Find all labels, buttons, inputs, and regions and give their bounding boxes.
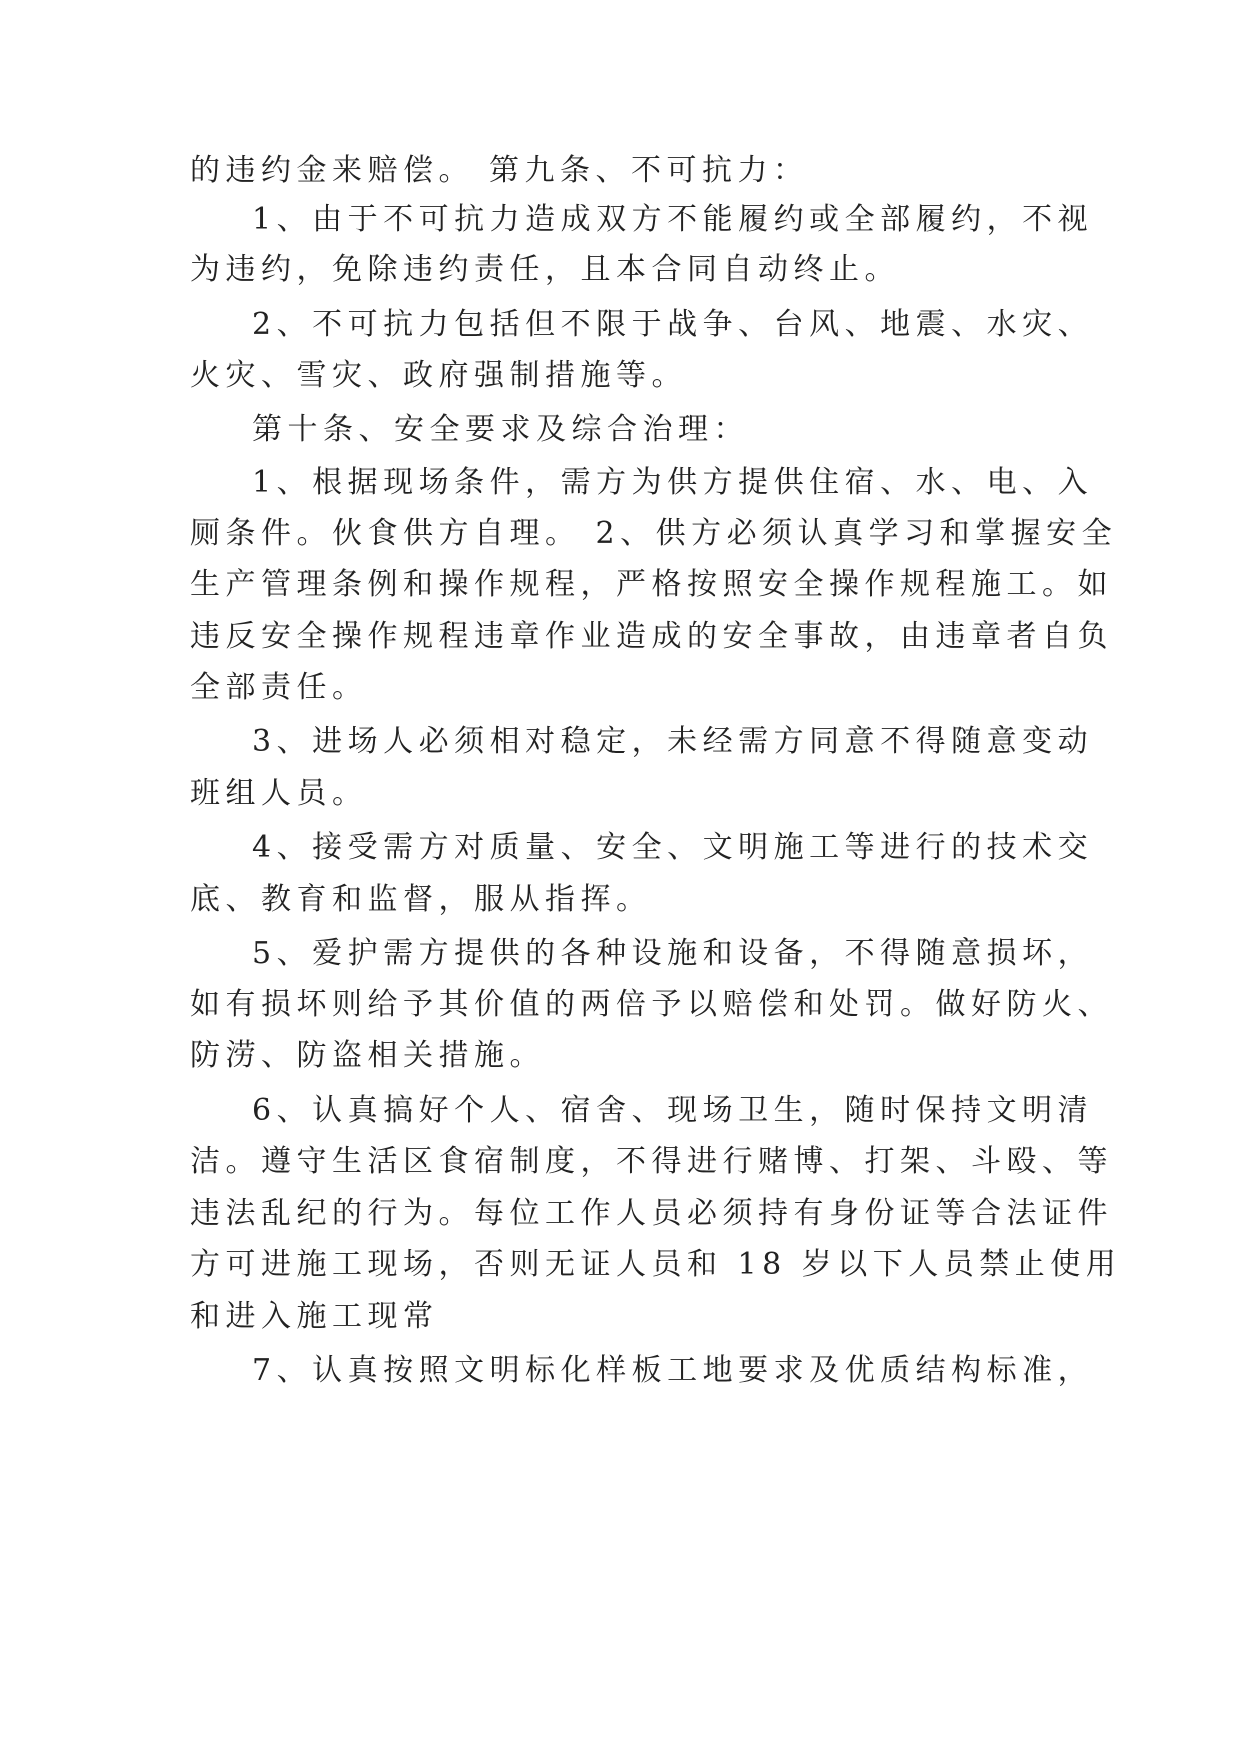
text-line: 和进入施工现常: [190, 1299, 439, 1334]
text-line: 全部责任。: [190, 670, 368, 705]
text-line: 1、根据现场条件，需方为供方提供住宿、水、电、入: [252, 465, 1094, 500]
text-line: 违反安全操作规程违章作业造成的安全事故，由违章者自负: [190, 619, 1113, 654]
text-line: 洁。遵守生活区食宿制度，不得进行赌博、打架、斗殴、等: [190, 1144, 1113, 1179]
text-line: 班组人员。: [190, 776, 368, 811]
text-line: 火灾、雪灾、政府强制措施等。: [190, 358, 687, 393]
text-line: 3、进场人必须相对稳定，未经需方同意不得随意变动: [252, 724, 1094, 759]
text-line: 4、接受需方对质量、安全、文明施工等进行的技术交: [252, 830, 1094, 865]
text-line: 防涝、防盗相关措施。: [190, 1038, 545, 1073]
text-line: 5、爱护需方提供的各种设施和设备，不得随意损坏，: [252, 936, 1094, 971]
text-line: 如有损坏则给予其价值的两倍予以赔偿和处罚。做好防火、: [190, 987, 1113, 1022]
text-line: 违法乱纪的行为。每位工作人员必须持有身份证等合法证件: [190, 1196, 1113, 1231]
text-line: 的违约金来赔偿。 第九条、不可抗力：: [190, 153, 809, 188]
text-line: 厕条件。伙食供方自理。 2、供方必须认真学习和掌握安全: [190, 516, 1118, 551]
text-line: 6、认真搞好个人、宿舍、现场卫生，随时保持文明清: [252, 1093, 1094, 1128]
text-line: 为违约，免除违约责任，且本合同自动终止。: [190, 252, 900, 287]
text-line: 2、不可抗力包括但不限于战争、台风、地震、水灾、: [252, 307, 1094, 342]
section-heading: 第十条、安全要求及综合治理：: [252, 412, 749, 447]
text-line: 生产管理条例和操作规程，严格按照安全操作规程施工。如: [190, 567, 1113, 602]
text-line: 底、教育和监督，服从指挥。: [190, 882, 652, 917]
text-line: 7、认真按照文明标化样板工地要求及优质结构标准，: [252, 1353, 1094, 1388]
text-line: 1、由于不可抗力造成双方不能履约或全部履约，不视: [252, 202, 1094, 237]
text-line: 方可进施工现场，否则无证人员和 18 岁以下人员禁止使用: [190, 1247, 1122, 1282]
